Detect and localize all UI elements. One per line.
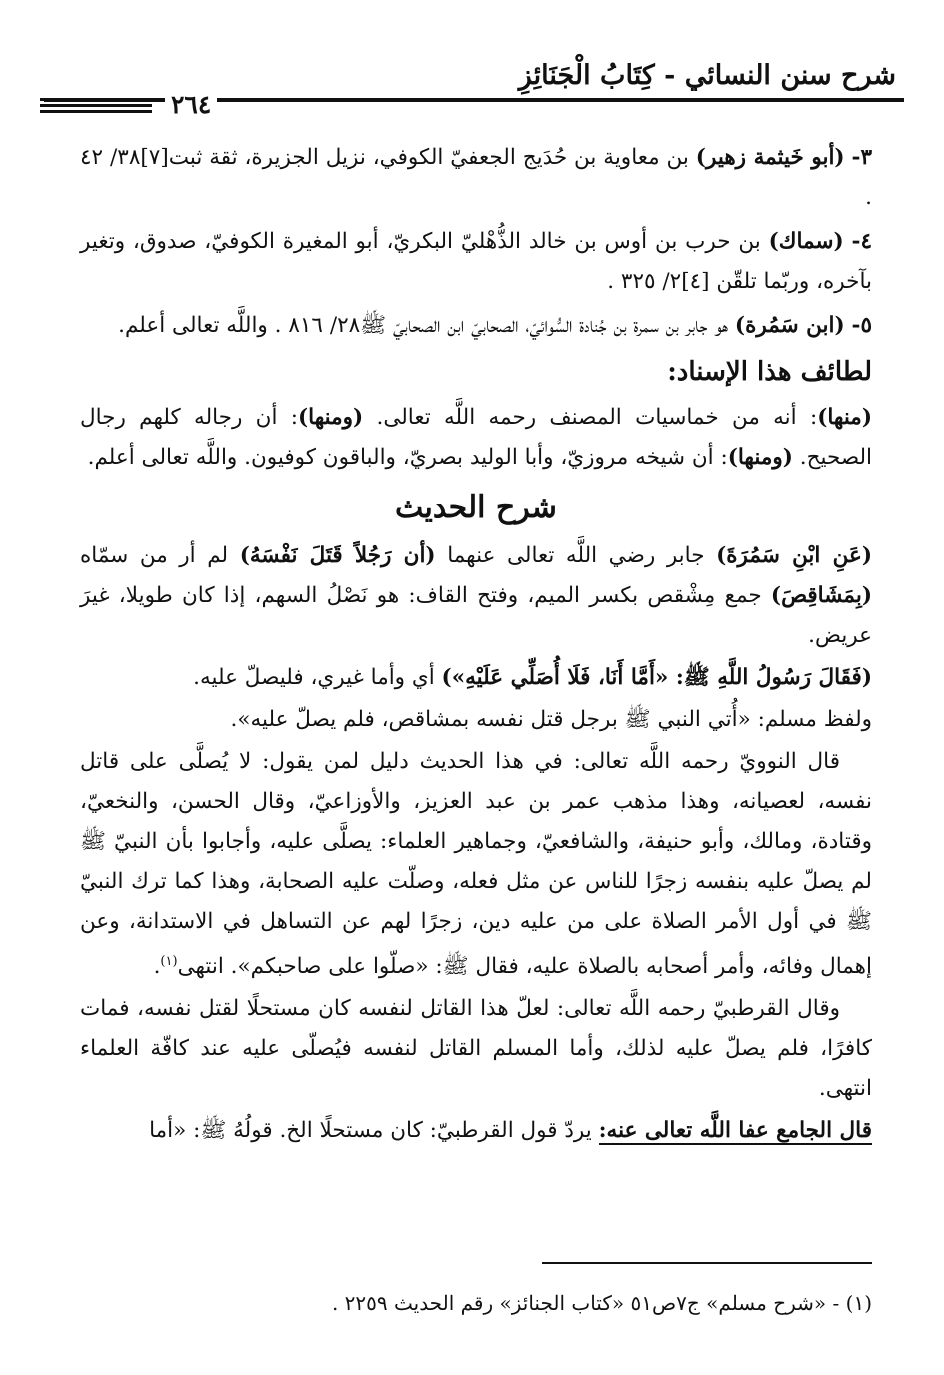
footnote-reference: (١) xyxy=(160,954,178,969)
page-number: ٢٦٤ xyxy=(165,90,217,119)
section-heading-sharh: شرح الحديث xyxy=(395,490,557,525)
point-marker: (ومنها) xyxy=(297,405,364,430)
point-text: : أن شيخه مروزيّ، وأبا الوليد بصريّ، والباقون كوفيون. واللَّه تعالى أعلم. xyxy=(87,445,728,470)
narrator-text: هو جابر بن سمرة بن جُنادة السُّوائيّ، الصحابيّ ابن الصحابيّ ﷺ٢٨/ ٨١٦ . واللَّه تعالى أعلم. xyxy=(118,313,729,338)
narrator-number: ٣- xyxy=(851,145,873,170)
narrator-text: بن حرب بن أوس بن خالد الذُّهْليّ البكريّ، أبو المغيرة الكوفيّ، صدوق، وتغير بآخره، وربّما تلقّن [٤]٢/ ٣٢٥ . xyxy=(80,229,872,294)
footnote: (١) - «شرح مسلم» ج٧ص٥١ «كتاب الجنائز» رقم الحديث ٢٢٥٩ . xyxy=(331,1291,872,1315)
footnote-rule xyxy=(542,1262,872,1264)
narrator-text: بن معاوية بن حُدَيج الجعفيّ الكوفي، نزيل الجزيرة، ثقة ثبت[٧]٣٨/ ٤٢ . xyxy=(80,145,872,210)
section-heading-lataif: لطائف هذا الإسناد: xyxy=(667,357,872,387)
commentary-text: لم أر من سمّاه xyxy=(80,543,240,568)
commentary-text: يردّ قول القرطبيّ: كان مستحلًا الخ. قولُهُ ﷺ: «أما xyxy=(149,1118,599,1144)
commentary-text: أي وأما غيري، فليصلّ عليه. xyxy=(193,665,442,690)
page-number-rule xyxy=(40,110,152,113)
hadith-quote: (أن رَجُلاً قَتَلَ نَفْسَهُ) xyxy=(239,543,436,568)
page-body xyxy=(80,138,872,1153)
narrator-name: (سماك) xyxy=(768,229,844,254)
sharh-paragraph: ولفظ مسلم: «أُتي النبي ﷺ برجل قتل نفسه بمشاقص، فلم يصلّ عليه». xyxy=(230,707,872,732)
page-number-rule xyxy=(40,104,152,107)
commentary-text: . xyxy=(153,954,161,980)
sharh-paragraph: وقال القرطبيّ رحمه اللَّه تعالى: لعلّ هذا القاتل لنفسه كان مستحلًا لقتل نفسه، فمات كافرًا، فلم يصلّ عليه لذلك، وأما المسلم القاتل لنفسه فيُصلّى عليه عند كافّة العلماء انتهى. xyxy=(80,996,872,1102)
narrator-name: (ابن سَمُرة) xyxy=(734,313,845,338)
point-text: : أنه من خماسيات المصنف رحمه اللَّه تعالى. xyxy=(363,405,818,430)
sharh-paragraph xyxy=(80,536,872,656)
narrator-entry xyxy=(80,306,872,346)
narrator-number: ٥- xyxy=(851,313,872,338)
author-remark-label: قال الجامع عفا اللَّه تعالى عنه: xyxy=(598,1118,872,1144)
hadith-quote: (عَنِ ابْنِ سَمُرَةَ) xyxy=(716,543,872,568)
hadith-quote: (بِمَشَاقِصَ) xyxy=(770,583,872,608)
page-number-rule xyxy=(40,98,152,101)
narrator-name: (أبو خَيثمة زهير) xyxy=(695,145,845,170)
sharh-paragraph xyxy=(80,1111,872,1151)
commentary-text: قال النوويّ رحمه اللَّه تعالى: في هذا الحديث دليل لمن يقول: لا يُصلَّى على قاتل نفسه، لعصيانه، وهذا مذهب عمر بن عبد العزيز، والأوزاعيّ، وقال الحسن، والنخعيّ، وقتادة، ومالك، وأبو حنيفة، والشافعيّ، وجماهير العلماء: يصلَّى عليه، وأجابوا بأن النبيّ ﷺ لم يصلّ عليه بنفسه زجرًا للناس عن مثل فعله، وصلّت عليه الصحابة، وهذا كما ترك النبيّ ﷺ في أول الأمر الصلاة على من عليه دين، زجرًا لهم عن التساهل في الاستدانة، وعن إهمال وفائه، وأمر أصحابه بالصلاة عليه، فقال ﷺ: «صلّوا على صاحبكم». انتهى xyxy=(80,749,872,980)
lataif-paragraph xyxy=(80,398,872,478)
narrator-entry xyxy=(80,222,872,302)
commentary-text: جابر رضي اللَّه تعالى عنهما xyxy=(435,543,717,568)
page-number-row xyxy=(40,90,860,130)
narrator-entry xyxy=(80,138,872,218)
point-text: : أن رجاله كلهم رجال الصحيح. xyxy=(80,405,872,470)
sharh-paragraph xyxy=(80,658,872,698)
commentary-text: جمع مِشْقص بكسر الميم، وفتح القاف: هو نَصْلُ السهم، إذا كان طويلا، غيرَ عريض. xyxy=(80,583,872,648)
running-header-title: شرح سنن النسائي - كِتَابُ الْجَنَائِزِ xyxy=(518,60,896,91)
point-marker: (ومنها) xyxy=(727,445,793,470)
point-marker: (منها) xyxy=(817,405,872,430)
narrator-number: ٤- xyxy=(851,229,872,254)
hadith-quote: (فَقَالَ رَسُولُ اللَّهِ ﷺ: «أَمَّا أَنَا، فَلَا أُصَلِّي عَلَيْهِ») xyxy=(441,665,872,690)
sharh-paragraph xyxy=(80,742,872,987)
